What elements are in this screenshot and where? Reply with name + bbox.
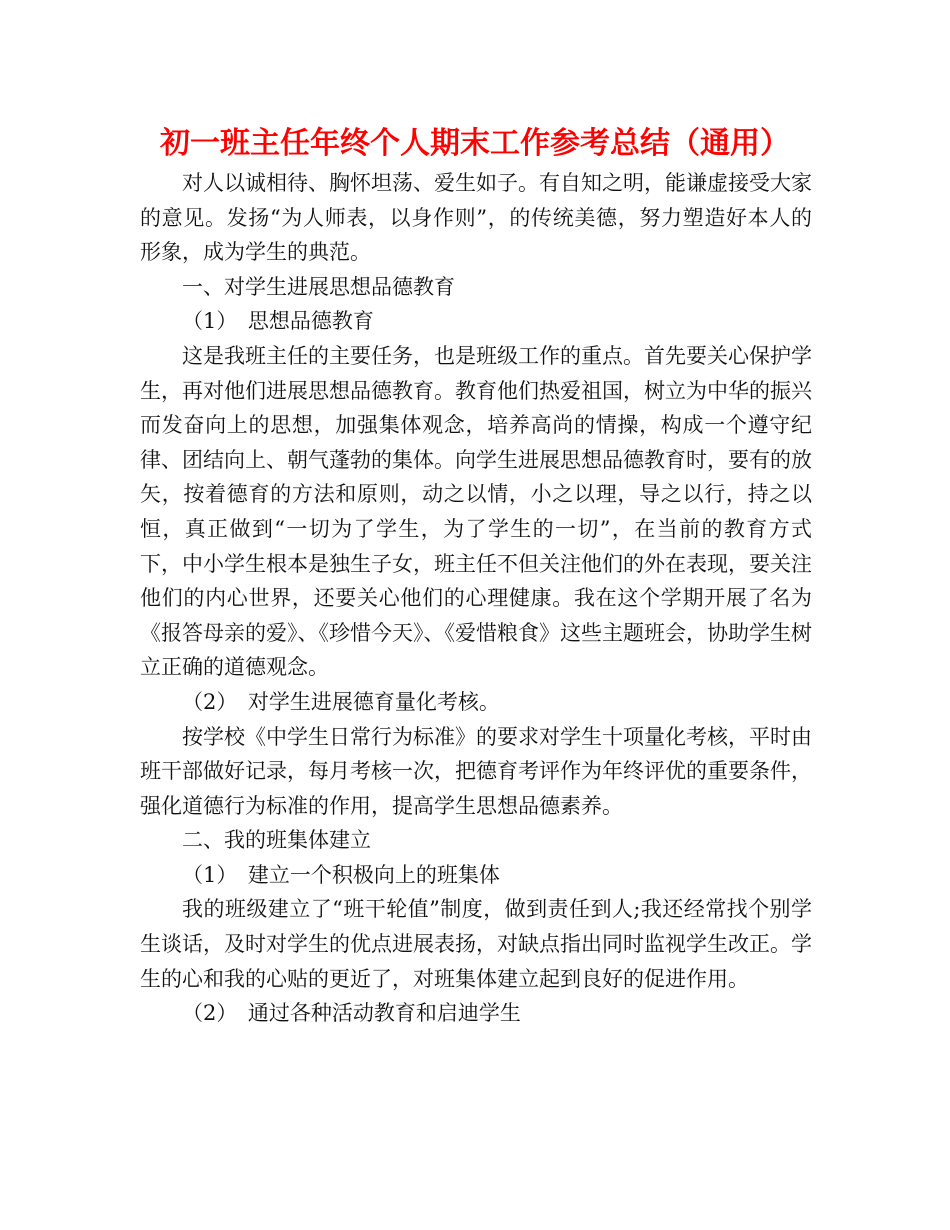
document-title: 初一班主任年终个人期末工作参考总结（通用） — [160, 126, 790, 161]
subsection-heading-1-1: （1） 思想品德教育 — [182, 309, 374, 334]
subsection-heading-2-1: （1） 建立一个积极向上的班集体 — [182, 862, 500, 887]
paragraph-moral-education: 这是我班主任的主要任务，也是班级工作的重点。首先要关心保护学生，再对他们进展思想品德教育。教育他们热爱祖国，树立为中华的振兴而发奋向上的思想，加强集体观念，培养高尚的情操，构成一个遵守纪律、团结向上、朝气蓬勃的集体。向学生进展思想品德教育时，要有的放矢，按着德育的方法和原则，动之以情，小之以理，导之以行，持之以恒，真正做到“一切为了学生，为了学生的一切”，在当前的教育方式下，中小学生根本是独生子女，班主任不但关注他们的外在表现，要关注他们的内心世界，还要关心他们的心理健康。我在这个学期开展了名为《报答母亲的爱》、《珍惜今天》、《爱惜粮食》这些主题班会，协助学生树立正确的道德观念。 — [140, 343, 812, 680]
subsection-heading-2-2: （2） 通过各种活动教育和启迪学生 — [182, 1001, 521, 1026]
section-heading-2: 二、我的班集体建立 — [182, 828, 371, 853]
paragraph-assessment: 按学校《中学生日常行为标准》的要求对学生十项量化考核，平时由班干部做好记录，每月考核一次，把德育考评作为年终评优的重要条件，强化道德行为标准的作用，提高学生思想品德素养。 — [140, 724, 812, 818]
paragraph-class-building: 我的班级建立了“班干轮值”制度，做到责任到人;我还经常找个别学生谈话，及时对学生的优点进展表扬，对缺点指出同时监视学生改正。学生的心和我的心贴的更近了，对班集体建立起到良好的促进作用。 — [140, 897, 812, 991]
section-heading-1: 一、对学生进展思想品德教育 — [182, 274, 455, 299]
intro-paragraph: 对人以诚相待、胸怀坦荡、爱生如子。有自知之明，能谦虚接受大家的意见。发扬“为人师表，以身作则”，的传统美德，努力塑造好本人的形象，成为学生的典范。 — [140, 171, 812, 265]
document-body — [140, 166, 812, 1031]
subsection-heading-1-2: （2） 对学生进展德育量化考核。 — [182, 689, 500, 714]
